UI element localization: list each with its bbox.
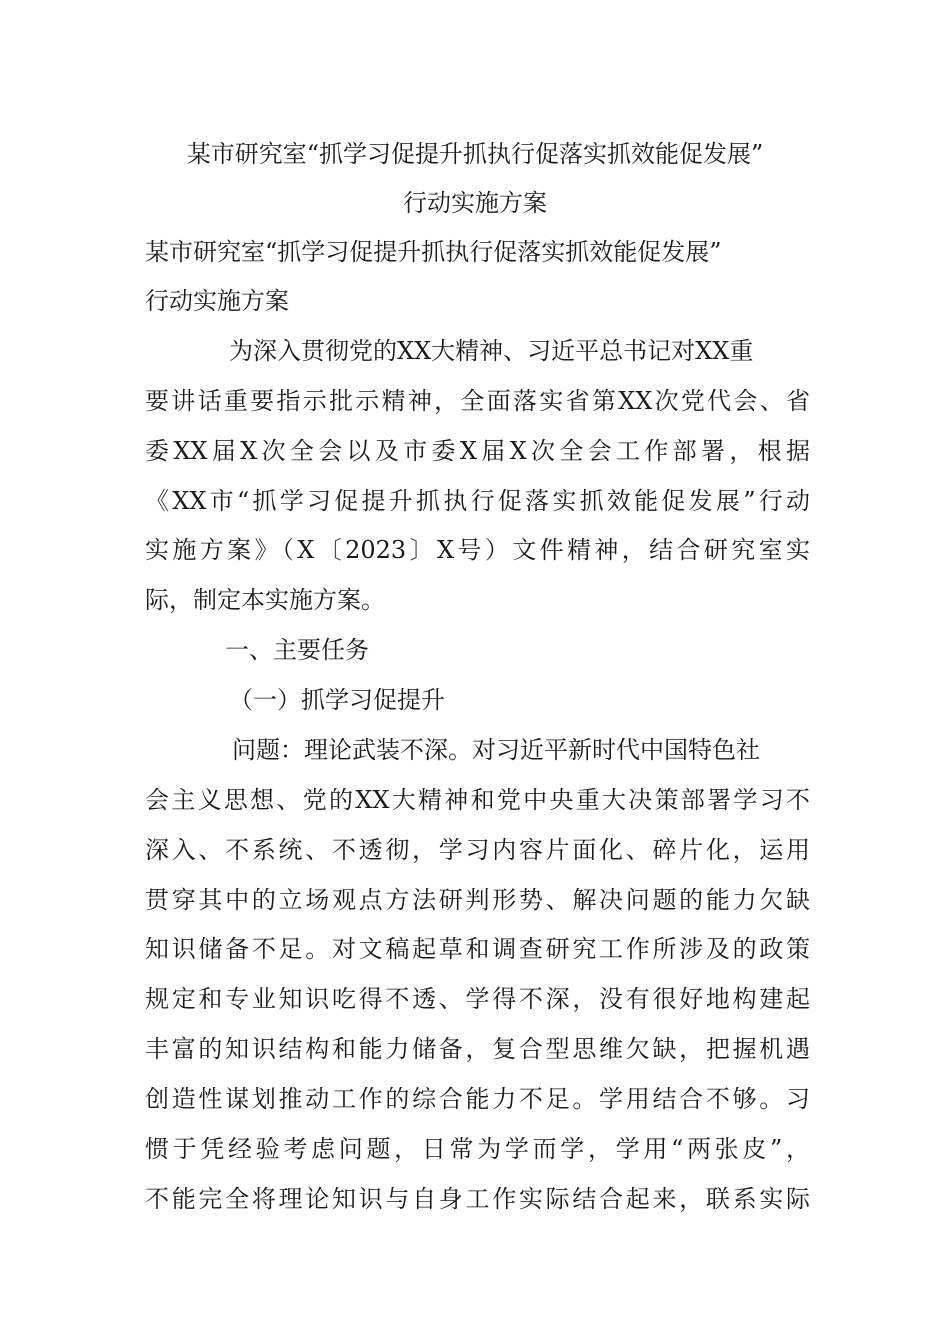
problem-paragraph-line: 惯于凭经验考虑问题，日常为学而学，学用“两张皮”， <box>145 1135 810 1163</box>
intro-paragraph-line: 为深入贯彻党的XX大精神、习近平总书记对XX重 <box>229 337 754 365</box>
intro-paragraph-line: 要讲话重要指示批示精神，全面落实省第XX次党代会、省 <box>145 387 810 415</box>
document-title-line-2: 行动实施方案 <box>403 189 547 217</box>
problem-paragraph-line: 贯穿其中的立场观点方法研判形势、解决问题的能力欠缺 <box>145 886 810 914</box>
problem-paragraph-line: 规定和专业知识吃得不透、学得不深，没有很好地构建起 <box>145 985 810 1013</box>
intro-paragraph-line: 《XX市“抓学习促提升抓执行促落实抓效能促发展”行动 <box>145 487 810 515</box>
problem-paragraph-line: 不能完全将理论知识与自身工作实际结合起来，联系实际 <box>145 1185 810 1213</box>
intro-paragraph-line: 委XX届X次全会以及市委X届X次全会工作部署，根据 <box>145 437 810 465</box>
problem-paragraph-line: 深入、不系统、不透彻，学习内容片面化、碎片化，运用 <box>145 836 810 864</box>
document-subtitle-line-1: 某市研究室“抓学习促提升抓执行促落实抓效能促发展” <box>145 238 722 266</box>
problem-paragraph-line: 问题：理论武装不深。对习近平新时代中国特色社 <box>232 736 760 764</box>
problem-paragraph-line: 创造性谋划推动工作的综合能力不足。学用结合不够。习 <box>145 1085 810 1113</box>
problem-paragraph-line: 知识储备不足。对文稿起草和调查研究工作所涉及的政策 <box>145 935 810 963</box>
problem-paragraph-line: 丰富的知识结构和能力储备，复合型思维欠缺，把握机遇 <box>145 1035 810 1063</box>
problem-paragraph-line: 会主义思想、党的XX大精神和党中央重大决策部署学习不 <box>145 786 810 814</box>
document-subtitle-line-2: 行动实施方案 <box>145 287 289 315</box>
section-heading-main-tasks: 一、主要任务 <box>225 636 369 664</box>
subsection-heading-study: （一）抓学习促提升 <box>229 686 445 714</box>
document-title-line-1: 某市研究室“抓学习促提升抓执行促落实抓效能促发展” <box>186 140 764 168</box>
intro-paragraph-line: 际，制定本实施方案。 <box>145 586 385 614</box>
intro-paragraph-line: 实施方案》（X〔2023〕X号）文件精神，结合研究室实 <box>145 536 810 564</box>
